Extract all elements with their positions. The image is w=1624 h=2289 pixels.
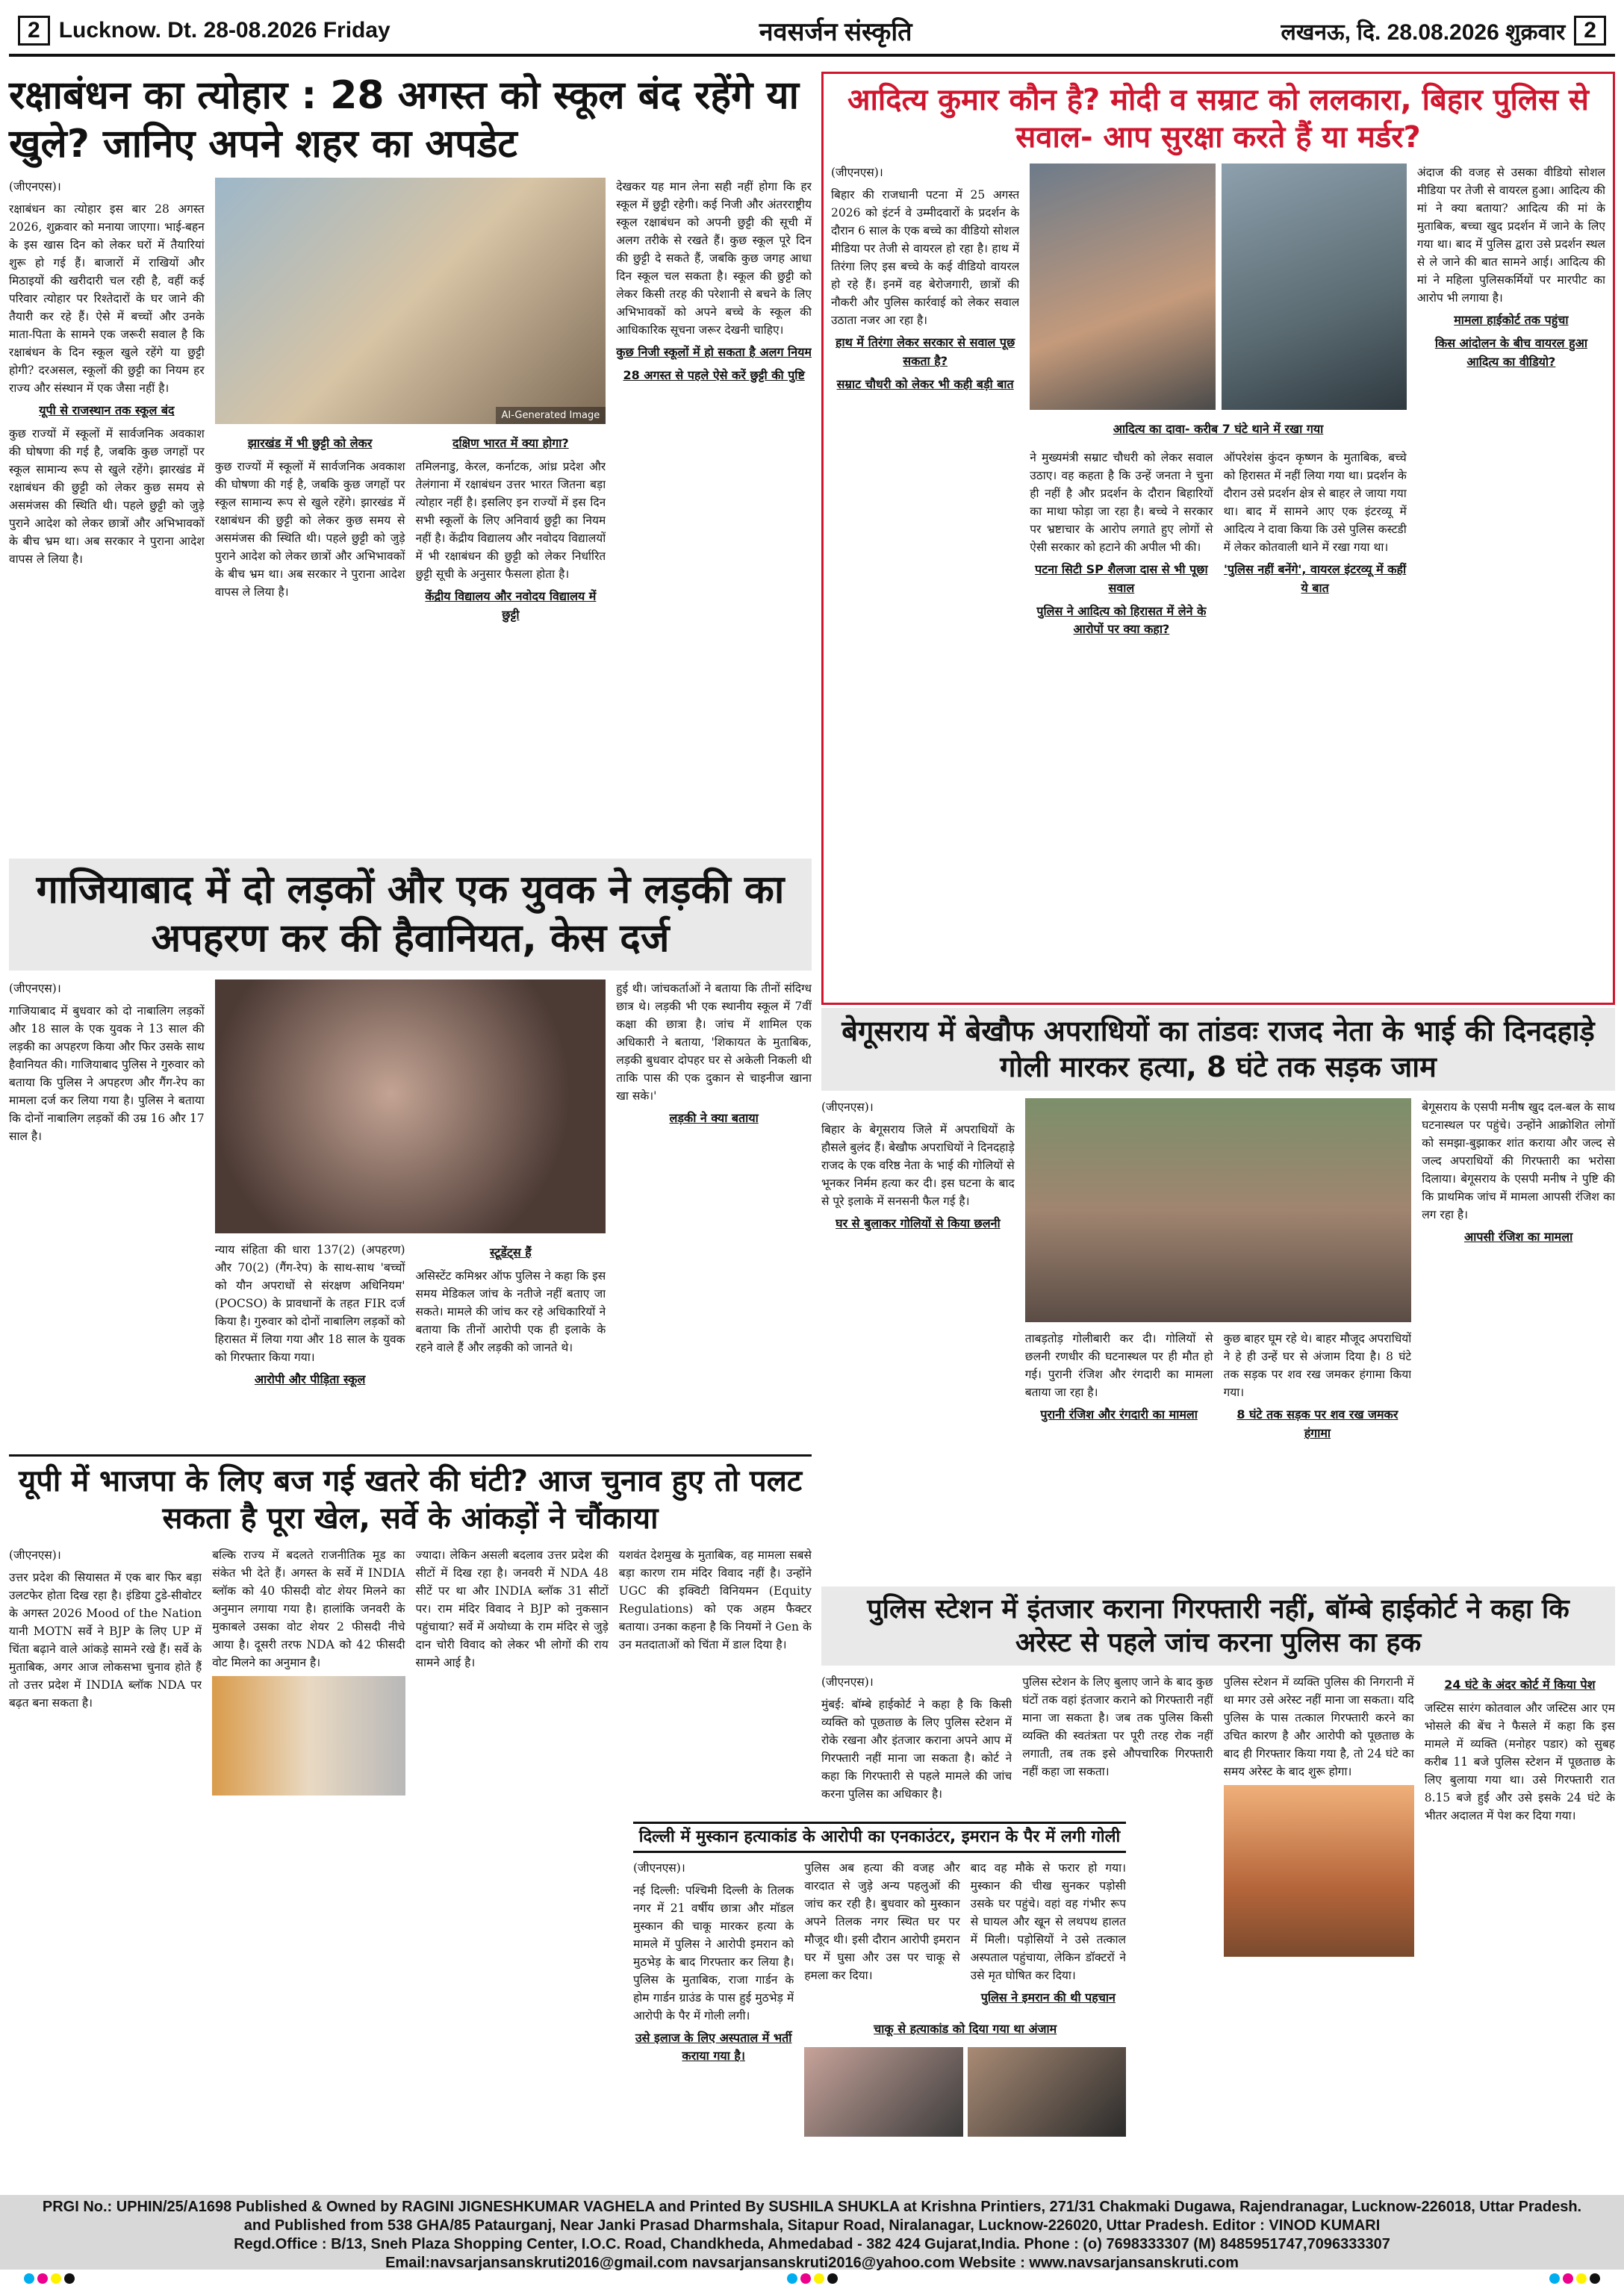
subheading: सम्राट चौधरी को लेकर भी कही बड़ी बात [836, 376, 1014, 391]
story-column [9, 980, 205, 1442]
image-caption: AI-Generated Image [496, 407, 606, 424]
body-text: ने मुख्यमंत्री सम्राट चौधरी को लेकर सवाल उठाए। वह कहता है कि उन्हें जनता ने चुना ही नहीं है और प्रदर्शन के दौरान बिहारियों का माथा फोड़ा जा रहा है। बच्चे ने सरकार पर भ्रष्टाचार के आरोप लगाते हुए लोगों से ऐसी सरकार को हटाने की अपील भी की। [1030, 451, 1213, 555]
header-right-date: लखनऊ, दि. 28.08.2026 शुक्रवार [1281, 19, 1566, 45]
story-column [831, 164, 1019, 1000]
registration-dots [785, 2273, 839, 2287]
story-headline: रक्षाबंधन का त्योहार : 28 अगस्त को स्कूल बंद रहेंगे या खुले? जानिए अपने शहर का अपडेट [9, 73, 799, 166]
imprint-line: Regd.Office : B/13, Sneh Plaza Shopping Center, I.O.C. Road, Chandkheda, Ahmedabad - 382 424 Gujarat,India. Phone : (o) 7698333307 (M) 8485951747,7096333307 [234, 2236, 1390, 2252]
high-court-photo [1224, 1785, 1414, 1957]
body-text: देखकर यह मान लेना सही नहीं होगा कि हर स्कूल में छुट्टी रहेगी। कई निजी और अंतरराष्ट्रीय स्कूल रक्षाबंधन को अपनी छुट्टी की सूची में अलग तरीके से रखते हैं। कुछ स्कूल पूरे दिन की छुट्टी दे सकते हैं, जबकि कुछ जगह आधा दिन स्कूल चल सकता है। स्कूल की छुट्टी को लेकर किसी तरह की परेशानी से बचने के लिए अभिभावकों को अपने बच्चे के स्कूल की आधिकारिक सूचना जरूर देखनी चाहिए। [616, 180, 812, 337]
body-text: उत्तर प्रदेश की सियासत में एक बार फिर बड़ा उलटफेर होता दिख रहा है। इंडिया टुडे-सीवोटर के अगस्त 2026 Mood of the Nation यानी MOTN सर्वे ने BJP के लिए UP में चिंता बढ़ाने वाले आंकड़े सामने रखे हैं। सर्वे के मुताबिक, अगर आज लोकसभा चुनाव होते हैं तो उत्तर प्रदेश में INDIA ब्लॉक NDA पर बढ़त बना सकता है। [9, 1571, 202, 1710]
dateline: (जीएनएस)। [821, 1100, 874, 1114]
story-aditya-kumar [821, 72, 1615, 1005]
story-column [1417, 164, 1605, 1000]
story-column [821, 1098, 1015, 1569]
story-rakshabandhan [9, 72, 812, 856]
story-column [633, 1859, 794, 2180]
story-column [1422, 1098, 1615, 1569]
story-headline: गाजियाबाद में दो लड़कों और एक युवक ने लड़की का अपहरण कर की हैवानियत, केस दर्ज [9, 859, 812, 971]
body-text: न्याय संहिता की धारा 137(2) (अपहरण) और 70(2) (गैंग-रेप) के साथ-साथ 'बच्चों को यौन अपराधों से संरक्षण अधिनियम' (POCSO) के प्रावधानों के तहत FIR दर्ज किया है। गुरुवार को दोनों नाबालिग लड़कों को हिरासत में लिया गया और 18 साल के युवक को गिरफ्तार किया गया। [214, 1243, 405, 1365]
body-text: नई दिल्ली: पश्चिमी दिल्ली के तिलक नगर में 21 वर्षीय छात्रा और मॉडल मुस्कान की चाकू मारकर हत्या के मामले में पुलिस ने आरोपी इमरान को मुठभेड़ के बाद गिरफ्तार कर लिया है। पुलिस के मुताबिक, राजा गार्डन के होम गार्डन ग्राउंड के पास हुई मुठभेड़ में आरोपी के पैर में गोली लगी। [633, 1883, 794, 2022]
page-number-left: 2 [18, 16, 50, 46]
subheading: 24 घंटे के अंदर कोर्ट में किया पेश [1444, 1678, 1596, 1692]
body-text: कुछ बाहर घूम रहे थे। बाहर मौजूद अपराधियों ने हे ही उन्हें घर से अंजाम दिया है। 8 घंटे तक सड़क पर शव रख जमकर हंगामा किया गया। [1223, 1332, 1412, 1400]
imprint-line: and Published from 538 GHA/85 Pataurganj, Near Janki Prasad Dharmshala, Sitapur Road, Niralanagar, Lucknow-226020, Uttar Pradesh. Editor : VINOD KUMARI [243, 2217, 1381, 2234]
body-text: कुछ राज्यों में स्कूलों में सार्वजनिक अवकाश की घोषणा की गई है, जबकि कुछ जगहों पर स्कूल सामान्य रूप से खुले रहेंगे। झारखंड में रक्षाबंधन की छुट्टी को लेकर कुछ समय से असमंजस की स्थिति थी। पहले छुट्टी को जुड़े पुराने आदेश को लेकर छात्रों और अभिभावकों के बीच भ्रम था। अब सरकार ने पुराना आदेश वापस ले लिया है। [9, 426, 205, 567]
story-column [821, 1673, 1012, 2188]
story-column [1224, 1673, 1414, 2188]
subheading: पुरानी रंजिश और रंगदारी का मामला [1040, 1407, 1198, 1422]
story-ghaziabad [9, 859, 812, 1448]
crowd-photo [1025, 1098, 1412, 1322]
body-text: पुलिस अब हत्या की वजह और वारदात से जुड़े अन्य पहलुओं की जांच कर रही है। बुधवार को मुस्कान अपने तिलक नगर स्थित घर पर मौजूद थी। इसी दौरान आरोपी इमरान घर में घुसा और उस पर चाकू से हमला कर दिया। [804, 1860, 960, 1982]
subheading: 28 अगस्त से पहले ऐसे करें छुट्टी की पुष्टि [623, 367, 805, 382]
header-left-date: Lucknow. Dt. 28-08.2026 Friday [58, 18, 391, 43]
story-column [9, 1546, 202, 2188]
story-column [1030, 449, 1213, 1000]
subheading: पुलिस ने इमरान की थी पहचान [980, 1990, 1116, 2005]
dateline: (जीएनएस)। [831, 166, 883, 179]
body-text: बेगूसराय के एसपी मनीष खुद दल-बल के साथ घटनास्थल पर पहुंचे। उन्होंने आक्रोशित लोगों को समझा-बुझाकर शांत कराया और जल्द से जल्द अपराधियों की गिरफ्तारी का भरोसा दिलाया। बेगूसराय के एसपी मनीष ने पुष्टि की कि प्राथमिक जांच में मामला आपसी रंजिश का लग रहा है। [1422, 1100, 1615, 1222]
body-text: यशवंत देशमुख के मुताबिक, वह मामला सबसे बड़ा कारण राम मंदिर विवाद नहीं है। उन्होंने UGC की इक्विटी विनियमन (Equity Regulations) को एक अहम फैक्टर बताया। उनका कहना है कि नियमों ने Gen के उन मतदाताओं को चिंता में डाल दिया है। [618, 1548, 812, 1652]
subheading: किस आंदोलन के बीच वायरल हुआ आदित्य का वीडियो? [1434, 335, 1587, 369]
body-text: बल्कि राज्य में बदलते राजनीतिक मूड का संकेत भी देते हैं। अगस्त के सर्वे में INDIA ब्लॉक को 40 फीसदी वोट शेयर मिलने का अनुमान लगाया गया है। हालांकि जनवरी के मुकाबले उसका वोट शेयर 2 फीसदी नीचे आया है। दूसरी तरफ NDA को 42 फीसदी वोट मिलने का अनुमान है। [212, 1548, 405, 1670]
registration-marks [0, 2270, 1624, 2289]
dateline: (जीएनएस)। [9, 180, 61, 193]
story-column [9, 178, 205, 835]
subheading: घर से बुलाकर गोलियों से किया छलनी [836, 1216, 1001, 1231]
story-column [416, 432, 606, 835]
body-text: रक्षाबंधन का त्योहार इस बार 28 अगस्त 2026, शुक्रवार को मनाया जाएगा। भाई-बहन के इस खास दिन को लेकर घरों में तैयारियां शुरू हो गई हैं। बाजारों में राखियों और मिठाइयों की खरीदारी चल रही है, वहीं कई परिवार त्योहार पर रिश्तेदारों के घर जाने की तैयारी कर रहे हैं। ऐसे में बच्चों और उनके माता-पिता के सामने एक जरूरी सवाल है कि रक्षाबंधन के दिन स्कूल खुले रहेंगे या छुट्टी होगी? दरअसल, स्कूलों की छुट्टी का नियम हर राज्य और संस्थान में एक जैसा नहीं है। [9, 202, 205, 396]
subheading: आरोपी और पीड़िता स्कूल [254, 1372, 366, 1387]
subheading: झारखंड में भी छुट्टी को लेकर [247, 436, 373, 450]
subheading: यूपी से राजस्थान तक स्कूल बंद [39, 403, 175, 418]
image-label: आदित्य का दावा- करीब 7 घंटे थाने में रखा गया [1113, 422, 1324, 436]
aditya-photo [1030, 164, 1215, 410]
body-text: अंदाज की वजह से उसका वीडियो सोशल मीडिया पर तेजी से वायरल हुआ। आदित्य की मां ने क्या बताया? आदित्य की मां के मुताबिक, बच्चा खुद प्रदर्शन में जाने के लिए गया था। बाद में पुलिस द्वारा उसे प्रदर्शन स्थल से ले जाने की बात सामने आई। आदित्य की मां ने महिला पुलिसकर्मियों पर मारपीट का आरोप भी लगाया है। [1416, 166, 1605, 305]
subheading: कुछ निजी स्कूलों में हो सकता है अलग नियम [616, 345, 812, 360]
page-number-right: 2 [1574, 16, 1606, 46]
dateline: (जीएनएस)। [9, 1548, 61, 1562]
body-text: तमिलनाडु, केरल, कर्नाटक, आंध्र प्रदेश और तेलंगाना में रक्षाबंधन उत्तर भारत जितना बड़ा त्योहार नहीं है। इसलिए इन राज्यों में इस दिन सभी स्कूलों के लिए अनिवार्य छुट्टी का नियम नहीं है। केंद्रीय विद्यालय और नवोदय विद्यालयों में भी रक्षाबंधन की छुट्टी को लेकर निर्धारित छुट्टी सूची के अनुसार फैसला होता है। [415, 459, 606, 581]
imprint-line: PRGI No.: UPHIN/25/A1698 Published & Owned by RAGINI JIGNESHKUMAR VAGHELA and Printed By SUSHILA SHUKLA at Krishna Printiers, 271/31 Chakmaki Dugawa, Rajendranagar, Lucknow-226018, Uttar Pradesh. [42, 2199, 1582, 2215]
subheading: केंद्रीय विद्यालय और नवोदय विद्यालय में छुट्टी [425, 588, 597, 622]
masthead: नवसर्जन संस्कृति [759, 18, 912, 46]
story-column [1022, 1673, 1213, 2188]
subheading: मामला हाईकोर्ट तक पहुंचा [1454, 313, 1569, 328]
dateline: (जीएनएस)। [633, 1860, 685, 1875]
hand-photo [215, 980, 606, 1233]
story-headline: पुलिस स्टेशन में इंतजार कराना गिरफ्तारी नहीं, बॉम्बे हाईकोर्ट ने कहा कि अरेस्ट से पहले जांच करना पुलिस का हक [821, 1586, 1615, 1666]
story-headline: बेगूसराय में बेखौफ अपराधियों का तांडवः राजद नेता के भाई की दिनदहाड़े गोली मारकर हत्या, 8 घंटे तक सड़क जाम [821, 1008, 1615, 1091]
dateline: (जीएनएस)। [9, 982, 61, 995]
body-text: जस्टिस सारंग कोतवाल और जस्टिस आर एम भोसले की बेंच ने फैसले में कहा कि इस मामले में व्यक्ति (मनोहर पडार) को सुबह करीब 11 बजे पुलिस स्टेशन में पूछताछ के लिए बुलाया गया था। उसे गिरफ्तारी रात 8.15 बजे हुई और उसे इसके 24 घंटे के भीतर अदालत में पेश कर दिया गया। [1424, 1701, 1615, 1822]
dateline: (जीएनएस)। [821, 1675, 874, 1689]
story-column [1224, 1330, 1412, 1569]
story-column [215, 1241, 405, 1442]
story-column [212, 1546, 405, 2188]
protest-photo [1222, 164, 1407, 410]
leaders-photo [212, 1676, 405, 1796]
body-text: ऑपरेशंस कुंदन कृष्णन के मुताबिक, बच्चे को हिरासत में नहीं लिया गया था। प्रदर्शन के दौरान उसे प्रदर्शन क्षेत्र से बाहर ले जाया गया था। बाद में सामने आए एक इंटरव्यू में आदित्य ने दावा किया कि उसे पुलिस कस्टडी में लेकर कोतवाली थाने में रखा गया था। [1223, 451, 1407, 555]
story-column [215, 432, 405, 835]
page-header [9, 7, 1615, 57]
registration-dots [1548, 2273, 1602, 2287]
body-text: मुंबई: बॉम्बे हाईकोर्ट ने कहा है कि किसी व्यक्ति को पूछताछ के लिए पुलिस स्टेशन में रोके रखना और इंतजार कराना अपने आप में गिरफ्तारी नहीं माना जा सकता है। कोर्ट ने कहा कि गिरफ्तारी से पहले मामले की जांच करना पुलिस का अधिकार है। [821, 1698, 1012, 1801]
subheading: लड़की ने क्या बताया [669, 1111, 759, 1126]
subheading: दक्षिण भारत में क्या होगा? [452, 436, 569, 450]
subheading: 'पुलिस नहीं बनेंगे', वायरल इंटरव्यू में कहीं ये बात [1224, 562, 1407, 595]
body-text: ज्यादा। लेकिन असली बदलाव उत्तर प्रदेश की सीटों में दिख रहा है। जनवरी में NDA 48 सीटें पर था और INDIA ब्लॉक 31 सीटों पर। राम मंदिर विवाद ने BJP को नुकसान पहुंचाया? सर्वे में अयोध्या के राम मंदिर से जुड़े दान चोरी विवाद को लेकर भी लोगों की राय सामने आई है। [415, 1548, 609, 1670]
subheading: पुलिस ने आदित्य को हिरासत में लेने के आरोपों पर क्या कहा? [1036, 603, 1207, 637]
body-text: बिहार की राजधानी पटना में 25 अगस्त 2026 को इंटर्न वे उम्मीदवारों के प्रदर्शन के दौरान 6 साल के एक बच्चे का वीडियो सोशल मीडिया पर तेजी से वायरल हो रहा है। हाथ में तिरंगा लिए इस बच्चे के कई वीडियो वायरल हो रहे हैं। इनमें वह बेरोजगारी, छात्रों की नौकरी और पुलिस कार्रवाई को लेकर सवाल उठाता नजर आ रहा है। [831, 188, 1020, 328]
story-column [1025, 1330, 1213, 1569]
story-column [616, 980, 812, 1442]
registration-dots [22, 2273, 76, 2287]
story-column [1224, 449, 1407, 1000]
subheading: 8 घंटे तक सड़क पर शव रख जमकर हंगामा [1236, 1407, 1399, 1440]
subheading: चाकू से हत्याकांड को दिया गया था अंजाम [874, 2022, 1057, 2037]
children-rakhi-photo [215, 178, 606, 424]
story-headline: यूपी में भाजपा के लिए बज गई खतरे की घंटी? आज चुनाव हुए तो पलट सकता है पूरा खेल, सर्वे के आंकड़ों ने चौंकाया [9, 1454, 812, 1537]
story-bombay-hc [821, 1586, 1615, 2190]
imprint-footer [0, 2195, 1624, 2270]
body-text: बिहार के बेगूसराय जिले में अपराधियों के हौसले बुलंद हैं। बेखौफ अपराधियों ने दिनदहाड़े राजद के एक वरिष्ठ नेता के भाई की गोलियों से भूनकर निर्मम हत्या कर दी। इस घटना के बाद से पूरे इलाके में सनसनी फैल गई है। [821, 1123, 1015, 1209]
body-text: ताबड़तोड़ गोलीबारी कर दी। गोलियों से छलनी रणधीर की घटनास्थल पर ही मौत हो गई। पुरानी रंजिश और रंगदारी का मामला बताया जा रहा है। [1024, 1332, 1213, 1400]
body-text: हुई थी। जांचकर्ताओं ने बताया कि तीनों संदिग्ध छात्र थे। लड़की भी एक स्थानीय स्कूल में 7वीं कक्षा की छात्रा है। जांच में शामिल एक अधिकारी ने बताया, 'शिकायत के मुताबिक, लड़की बुधवार दोपहर घर से अकेली निकली थी ताकि पास की एक दुकान से चाइनीज खाना खा सके।' [616, 982, 812, 1103]
subheading: आपसी रंजिश का मामला [1463, 1230, 1573, 1245]
subheading: पटना सिटी SP शैलजा दास से भी पूछा सवाल [1035, 562, 1208, 595]
body-text: कुछ राज्यों में स्कूलों में सार्वजनिक अवकाश की घोषणा की गई है, जबकि कुछ जगहों पर स्कूल सामान्य रूप से खुले रहेंगे। झारखंड में रक्षाबंधन की छुट्टी को लेकर कुछ समय से असमंजस की स्थिति थी। पहले छुट्टी को जुड़े पुराने आदेश को लेकर छात्रों और अभिभावकों के बीच भ्रम था। अब सरकार ने पुराना आदेश वापस ले लिया है। [214, 459, 405, 599]
imprint-line: Email:navsarjansanskruti2016@gmail.com navsarjansanskruti2016@yahoo.com Website : www.navsarjansanskruti.com [385, 2255, 1239, 2271]
body-text: असिस्टेंट कमिश्नर ऑफ पुलिस ने कहा कि इस समय मेडिकल जांच के नतीजे नहीं बताए जा सकते। मामले की जांच कर रहे अधिकारियों ने बताया कि तीनों आरोपी एक ही इलाके के रहने वाले हैं और लड़की को जानते थे। [415, 1268, 606, 1354]
story-column [616, 178, 812, 835]
story-headline: आदित्य कुमार कौन है? मोदी व सम्राट को ललकारा, बिहार पुलिस से सवाल- आप सुरक्षा करते हैं या मर्डर? [847, 83, 1589, 155]
subheading: हाथ में तिरंगा लेकर सरकार से सवाल पूछ सकता है? [836, 335, 1015, 368]
subheading: स्टूडेंट्स हैं [489, 1245, 532, 1259]
story-column [416, 1546, 609, 2188]
body-text: पुलिस स्टेशन में व्यक्ति पुलिस की निगरानी में था मगर उसे अरेस्ट नहीं माना जा सकता। यदि पुलिस के पास तत्काल गिरफ्तारी करने का उचित कारण है और आरोपी को पूछताछ के बाद ही गिरफ्तार किया गया है, तो 24 घंटे का समय अरेस्ट के बाद शुरू होगा। [1223, 1675, 1414, 1779]
body-text: पुलिस स्टेशन के लिए बुलाए जाने के बाद कुछ घंटों तक वहां इंतजार कराने को गिरफ्तारी नहीं माना जा सकता है। जब तक पुलिस किसी व्यक्ति की स्वतंत्रता पर पूरी तरह रोक नहीं लगाती, तब तक इसे औपचारिक गिरफ्तारी नहीं कहा जा सकता। [1022, 1675, 1213, 1779]
story-column [1425, 1673, 1615, 2188]
body-text: बाद वह मौके से फरार हो गया। मुस्कान की चीख सुनकर पड़ोसी उसके घर पहुंचे। वहां वह गंभीर रूप से घायल और खून से लथपथ हालत में मिली। पड़ोसियों ने उसे तत्काल अस्पताल पहुंचाया, लेकिन डॉक्टरों ने उसे मृत घोषित कर दिया। [970, 1860, 1127, 1982]
story-begusarai [821, 1008, 1615, 1583]
subheading: उसे इलाज के लिए अस्पताल में भर्ती कराया गया है। [635, 2030, 792, 2064]
story-headline: दिल्ली में मुस्कान हत्याकांड के आरोपी का एनकाउंटर, इमरान के पैर में लगी गोली [633, 1822, 1126, 1853]
body-text: गाजियाबाद में बुधवार को दो नाबालिग लड़कों और 18 साल के एक युवक ने 13 साल की लड़की का अपहरण किया और फिर उसके साथ हैवानियत की। गाजियाबाद पुलिस ने गुरुवार को बताया कि पुलिस ने अपहरण और गैंग-रेप का मामला दर्ज कर लिया गया है। पुलिस ने बताया कि दोनों नाबालिग लड़कों की उम्र 16 और 17 साल है। [9, 1004, 205, 1144]
story-column [416, 1241, 606, 1442]
